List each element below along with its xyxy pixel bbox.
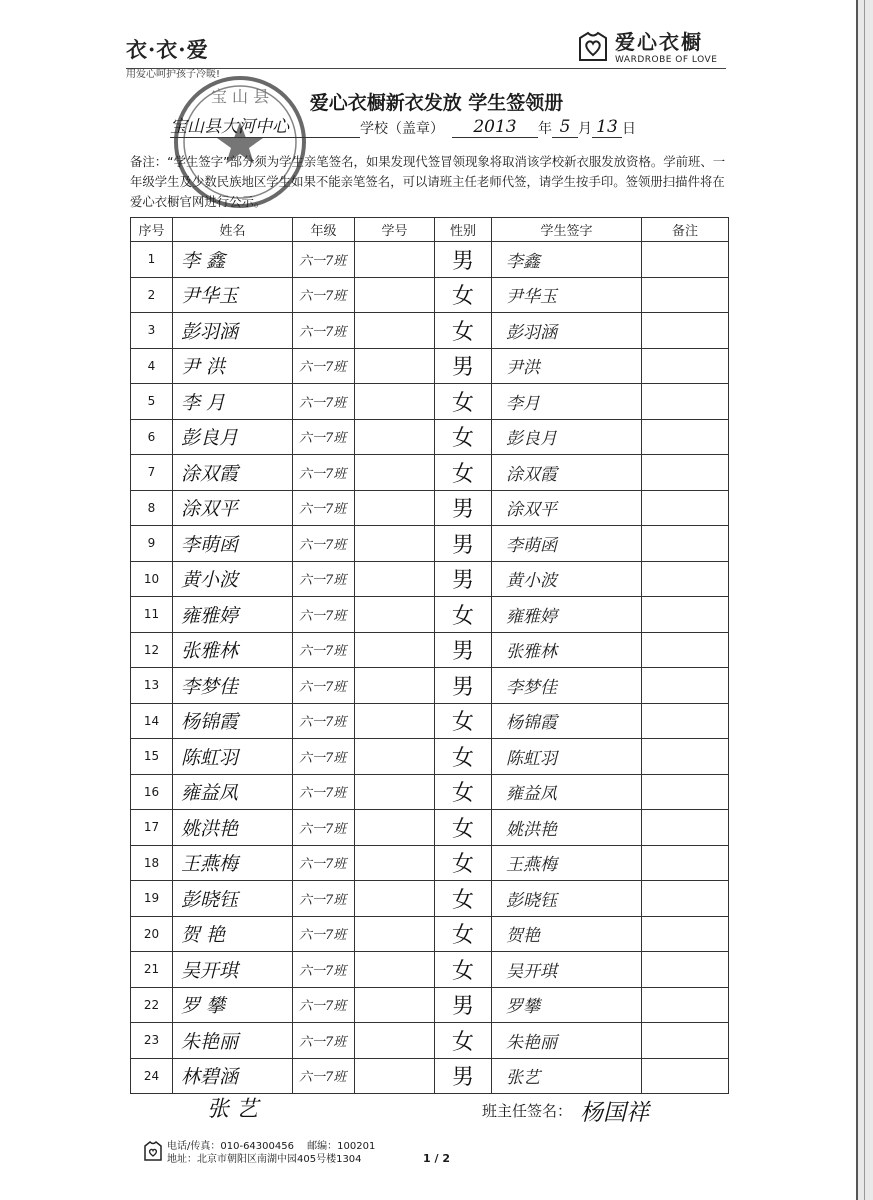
row-gender: 女	[435, 810, 492, 846]
row-gender: 女	[435, 455, 492, 491]
year-unit: 年	[538, 121, 552, 137]
row-student-id	[355, 810, 435, 846]
row-signature: 李鑫	[492, 242, 642, 278]
row-gender: 男	[435, 348, 492, 384]
row-signature: 张雅林	[492, 632, 642, 668]
row-no: 15	[131, 739, 173, 775]
row-remark	[642, 348, 729, 384]
row-name: 姚洪艳	[173, 810, 293, 846]
row-name: 尹 洪	[173, 348, 293, 384]
row-grade: 六一7班	[293, 277, 355, 313]
row-remark	[642, 455, 729, 491]
table-row	[131, 384, 729, 420]
row-signature: 彭羽涵	[492, 313, 642, 349]
table-row	[131, 561, 729, 597]
row-student-id	[355, 845, 435, 881]
row-no: 14	[131, 703, 173, 739]
header-remark: 备注	[642, 218, 729, 242]
row-no: 16	[131, 774, 173, 810]
header-grade: 年级	[293, 218, 355, 242]
row-grade: 六一7班	[293, 242, 355, 278]
row-signature: 张艺	[492, 1058, 642, 1094]
row-gender: 女	[435, 845, 492, 881]
row-student-id	[355, 242, 435, 278]
row-signature: 彭良月	[492, 419, 642, 455]
row-remark	[642, 916, 729, 952]
row-gender: 女	[435, 739, 492, 775]
row-grade: 六一7班	[293, 668, 355, 704]
row-remark	[642, 561, 729, 597]
table-row	[131, 703, 729, 739]
school-name-handwritten: 宝山县大河中心	[170, 112, 360, 138]
header-signature: 学生签字	[492, 218, 642, 242]
year-handwritten: 2013	[452, 117, 538, 138]
row-name: 彭晓钰	[173, 881, 293, 917]
table-row	[131, 739, 729, 775]
row-student-id	[355, 348, 435, 384]
row-grade: 六一7班	[293, 419, 355, 455]
row-grade: 六一7班	[293, 987, 355, 1023]
row-gender: 男	[435, 987, 492, 1023]
roster-body	[131, 242, 729, 1094]
row-name: 吴开琪	[173, 952, 293, 988]
row-gender: 男	[435, 490, 492, 526]
row-gender: 女	[435, 916, 492, 952]
row-signature: 朱艳丽	[492, 1023, 642, 1059]
slogan: 用爱心呵护孩子冷暖!	[126, 69, 221, 80]
row-remark	[642, 242, 729, 278]
row-remark	[642, 384, 729, 420]
row-no: 13	[131, 668, 173, 704]
row-gender: 女	[435, 952, 492, 988]
row-student-id	[355, 1023, 435, 1059]
row-signature: 王燕梅	[492, 845, 642, 881]
table-row	[131, 277, 729, 313]
row-no: 19	[131, 881, 173, 917]
row-name: 涂双平	[173, 490, 293, 526]
header-rule	[126, 68, 726, 69]
brand-right: 爱心衣橱	[615, 30, 703, 54]
table-row	[131, 419, 729, 455]
row-signature: 涂双霞	[492, 455, 642, 491]
footer-phone: 电话/传真：010-64300456 邮编：100201	[167, 1141, 376, 1152]
row-grade: 六一7班	[293, 632, 355, 668]
row-signature: 贺艳	[492, 916, 642, 952]
table-row	[131, 668, 729, 704]
row-gender: 女	[435, 419, 492, 455]
page-number: 1 / 2	[423, 1152, 450, 1165]
row-student-id	[355, 490, 435, 526]
row-grade: 六一7班	[293, 384, 355, 420]
page-title: 爱心衣橱新衣发放 学生签领册	[309, 92, 564, 114]
scan-page-edge	[856, 0, 873, 1200]
row-grade: 六一7班	[293, 597, 355, 633]
row-signature: 尹华玉	[492, 277, 642, 313]
row-grade: 六一7班	[293, 1058, 355, 1094]
row-student-id	[355, 703, 435, 739]
row-student-id	[355, 881, 435, 917]
row-gender: 男	[435, 526, 492, 562]
row-name: 李梦佳	[173, 668, 293, 704]
month-handwritten: 5	[552, 117, 578, 138]
row-gender: 男	[435, 242, 492, 278]
row-no: 21	[131, 952, 173, 988]
row-grade: 六一7班	[293, 313, 355, 349]
svg-text:宝 山 县: 宝 山 县	[210, 87, 270, 106]
row-name: 彭羽涵	[173, 313, 293, 349]
header-gender: 性别	[435, 218, 492, 242]
row-no: 12	[131, 632, 173, 668]
row-no: 9	[131, 526, 173, 562]
school-date-line	[170, 116, 636, 138]
row-student-id	[355, 313, 435, 349]
row-no: 23	[131, 1023, 173, 1059]
row-gender: 女	[435, 597, 492, 633]
row-gender: 男	[435, 1058, 492, 1094]
row-signature: 李月	[492, 384, 642, 420]
row-gender: 男	[435, 561, 492, 597]
row-remark	[642, 987, 729, 1023]
table-row	[131, 455, 729, 491]
table-row	[131, 526, 729, 562]
row-grade: 六一7班	[293, 348, 355, 384]
row-gender: 女	[435, 703, 492, 739]
row-gender: 女	[435, 774, 492, 810]
footer-address: 地址：北京市朝阳区南湖中园405号楼1304	[167, 1154, 362, 1165]
school-suffix: 学校（盖章）	[360, 121, 444, 137]
row-signature: 杨锦霞	[492, 703, 642, 739]
row-student-id	[355, 526, 435, 562]
row-gender: 女	[435, 384, 492, 420]
row-gender: 男	[435, 668, 492, 704]
row-signature: 雍雅婷	[492, 597, 642, 633]
header-no: 序号	[131, 218, 173, 242]
row-remark	[642, 419, 729, 455]
row-student-id	[355, 987, 435, 1023]
row-name: 贺 艳	[173, 916, 293, 952]
row-remark	[642, 739, 729, 775]
row-no: 22	[131, 987, 173, 1023]
row-signature: 罗攀	[492, 987, 642, 1023]
row-signature: 雍益凤	[492, 774, 642, 810]
row-name: 林碧涵	[173, 1058, 293, 1094]
row-no: 2	[131, 277, 173, 313]
table-row	[131, 313, 729, 349]
row-grade: 六一7班	[293, 739, 355, 775]
row-student-id	[355, 384, 435, 420]
row-name: 尹华玉	[173, 277, 293, 313]
row-no: 10	[131, 561, 173, 597]
table-row	[131, 632, 729, 668]
row-remark	[642, 774, 729, 810]
row-name: 彭良月	[173, 419, 293, 455]
row-no: 11	[131, 597, 173, 633]
day-unit: 日	[622, 121, 636, 137]
row-signature: 涂双平	[492, 490, 642, 526]
row-no: 5	[131, 384, 173, 420]
day-handwritten: 13	[592, 117, 622, 138]
row-gender: 女	[435, 881, 492, 917]
row-remark	[642, 313, 729, 349]
row-grade: 六一7班	[293, 455, 355, 491]
row-no: 18	[131, 845, 173, 881]
row-grade: 六一7班	[293, 881, 355, 917]
row-name: 李萌函	[173, 526, 293, 562]
row-grade: 六一7班	[293, 916, 355, 952]
row-gender: 女	[435, 277, 492, 313]
row-no: 24	[131, 1058, 173, 1094]
row-name: 王燕梅	[173, 845, 293, 881]
row-remark	[642, 845, 729, 881]
row-remark	[642, 526, 729, 562]
row-name: 雍益凤	[173, 774, 293, 810]
row-signature: 彭晓钰	[492, 881, 642, 917]
row-no: 4	[131, 348, 173, 384]
row-student-id	[355, 561, 435, 597]
row-no: 17	[131, 810, 173, 846]
table-row	[131, 810, 729, 846]
teacher-label: 班主任签名：	[482, 1102, 573, 1120]
row-name: 黄小波	[173, 561, 293, 597]
table-row	[131, 1023, 729, 1059]
table-row	[131, 916, 729, 952]
row-grade: 六一7班	[293, 526, 355, 562]
logo-right	[576, 26, 717, 65]
wardrobe-heart-icon	[576, 29, 610, 63]
teacher-signature: 杨国祥	[580, 1100, 650, 1126]
brand-left: 衣·衣·爱	[126, 37, 209, 62]
table-row	[131, 348, 729, 384]
brand-right-en: WARDROBE OF LOVE	[615, 55, 718, 65]
row-remark	[642, 952, 729, 988]
row-name: 陈虹羽	[173, 739, 293, 775]
table-row	[131, 774, 729, 810]
row-no: 1	[131, 242, 173, 278]
row-signature: 姚洪艳	[492, 810, 642, 846]
row-signature: 李萌函	[492, 526, 642, 562]
row-grade: 六一7班	[293, 774, 355, 810]
row-student-id	[355, 952, 435, 988]
row-student-id	[355, 632, 435, 668]
row-remark	[642, 1058, 729, 1094]
row-remark	[642, 881, 729, 917]
row-remark	[642, 632, 729, 668]
row-name: 雍雅婷	[173, 597, 293, 633]
row-student-id	[355, 455, 435, 491]
row-name: 罗 攀	[173, 987, 293, 1023]
row-name: 张雅林	[173, 632, 293, 668]
row-remark	[642, 703, 729, 739]
row-signature: 尹洪	[492, 348, 642, 384]
row-signature: 吴开琪	[492, 952, 642, 988]
table-header-row	[131, 218, 729, 242]
note-text: 备注：“学生签字”部分须为学生亲笔签名，如果发现代签冒领现象将取消该学校新衣服发放资格。学前班、一年级学生及少数民族地区学生如果不能亲笔签名，可以请班主任老师代签，请学生按手印。签领册扫描件将在爱心衣橱官网进行公示。	[130, 154, 726, 209]
row-student-id	[355, 739, 435, 775]
row-grade: 六一7班	[293, 810, 355, 846]
table-row	[131, 881, 729, 917]
row-grade: 六一7班	[293, 952, 355, 988]
row-no: 6	[131, 419, 173, 455]
row-signature: 陈虹羽	[492, 739, 642, 775]
table-row	[131, 597, 729, 633]
row-name: 李 月	[173, 384, 293, 420]
row-grade: 六一7班	[293, 703, 355, 739]
row-name: 李 鑫	[173, 242, 293, 278]
row-grade: 六一7班	[293, 1023, 355, 1059]
row-name: 朱艳丽	[173, 1023, 293, 1059]
row-name: 杨锦霞	[173, 703, 293, 739]
row-student-id	[355, 668, 435, 704]
row-remark	[642, 1023, 729, 1059]
header-student-id: 学号	[355, 218, 435, 242]
table-row	[131, 490, 729, 526]
row-student-id	[355, 419, 435, 455]
row-grade: 六一7班	[293, 845, 355, 881]
row-remark	[642, 668, 729, 704]
row-student-id	[355, 916, 435, 952]
table-row	[131, 1058, 729, 1094]
table-row	[131, 987, 729, 1023]
row-remark	[642, 597, 729, 633]
extra-handwritten-name: 张 艺	[207, 1097, 258, 1122]
row-signature: 李梦佳	[492, 668, 642, 704]
row-no: 7	[131, 455, 173, 491]
row-student-id	[355, 277, 435, 313]
row-no: 3	[131, 313, 173, 349]
header-name: 姓名	[173, 218, 293, 242]
table-row	[131, 242, 729, 278]
row-student-id	[355, 597, 435, 633]
row-gender: 女	[435, 313, 492, 349]
row-gender: 女	[435, 1023, 492, 1059]
row-name: 涂双霞	[173, 455, 293, 491]
row-grade: 六一7班	[293, 490, 355, 526]
row-remark	[642, 810, 729, 846]
row-no: 20	[131, 916, 173, 952]
row-remark	[642, 277, 729, 313]
row-signature: 黄小波	[492, 561, 642, 597]
row-student-id	[355, 1058, 435, 1094]
teacher-signature-line	[482, 1094, 649, 1127]
month-unit: 月	[578, 121, 592, 137]
row-no: 8	[131, 490, 173, 526]
row-grade: 六一7班	[293, 561, 355, 597]
table-row	[131, 845, 729, 881]
table-row	[131, 952, 729, 988]
row-student-id	[355, 774, 435, 810]
roster-table	[130, 217, 729, 1094]
row-remark	[642, 490, 729, 526]
row-gender: 男	[435, 632, 492, 668]
